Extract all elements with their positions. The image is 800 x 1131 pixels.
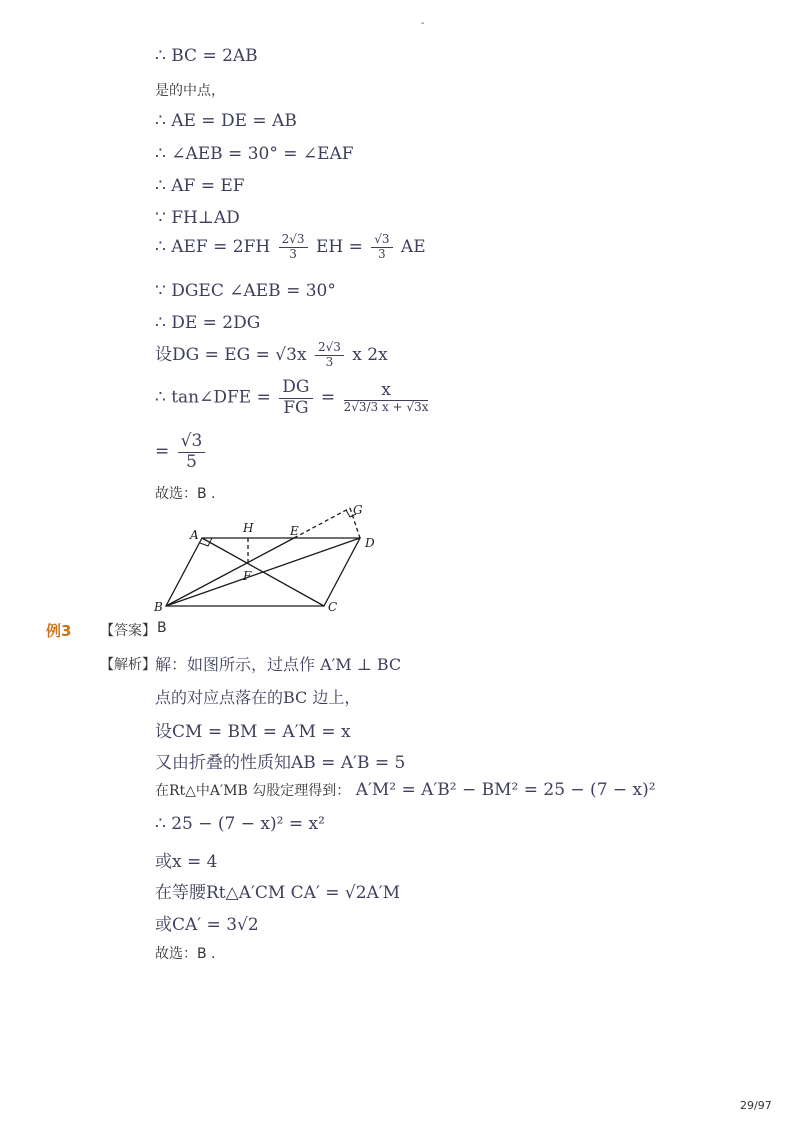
pythag-equation: A′M² = A′B² − BM² = 25 − (7 − x)² bbox=[355, 780, 656, 800]
line-bc-eq-2ab: ∴ BC = 2AB bbox=[155, 46, 258, 66]
label-b: B bbox=[154, 600, 163, 614]
fraction-denominator: 3 bbox=[378, 246, 386, 261]
line-ae-de-ab: ∴ AE = DE = AB bbox=[155, 111, 297, 131]
line-angle-aeb: ∴ ∠AEB = 30° = ∠EAF bbox=[155, 144, 354, 164]
analysis-line-6: ∴ 25 − (7 − x)² = x² bbox=[155, 814, 325, 834]
choose-b: 故选：B . bbox=[155, 486, 216, 502]
line-aef-2fh bbox=[155, 233, 426, 262]
analysis-choose-b: 故选：B . bbox=[155, 946, 216, 962]
fraction-numerator: √3 bbox=[371, 233, 392, 248]
fraction-numerator: √3 bbox=[178, 432, 206, 453]
line-let-dg bbox=[155, 340, 388, 370]
line-fh-perp-ad: ∵ FH⊥AD bbox=[155, 208, 240, 228]
tan-prefix: ∴ tan∠DFE = bbox=[155, 387, 271, 408]
ae-suffix: AE bbox=[400, 236, 426, 257]
fraction-numerator: 2√3 bbox=[315, 341, 344, 356]
analysis-line-4: 又由折叠的性质知AB = A′B = 5 bbox=[155, 753, 406, 773]
analysis-line-9: 或CA′ = 3√2 bbox=[155, 915, 259, 935]
analysis-line-8: 在等腰Rt△A′CM CA′ = √2A′M bbox=[155, 883, 401, 903]
fraction-numerator: x bbox=[344, 381, 429, 402]
fraction-x-over-sum bbox=[344, 381, 429, 415]
analysis-line-7: 或x = 4 bbox=[155, 852, 218, 872]
analysis-line-1: 解：如图所示，过点作 A′M ⊥ BC bbox=[155, 655, 402, 674]
equals-sign: = bbox=[155, 441, 170, 462]
analysis-line-3: 设CM = BM = A′M = x bbox=[155, 722, 351, 742]
line-af-ef: ∴ AF = EF bbox=[155, 176, 245, 196]
fraction-numerator: DG bbox=[279, 378, 312, 399]
line-result-sqrt3-5 bbox=[155, 432, 208, 472]
label-c: C bbox=[328, 600, 338, 614]
line-dgec-angle: ∵ DGEC ∠AEB = 30° bbox=[155, 281, 336, 301]
segment-eg bbox=[294, 508, 350, 538]
fraction-2sqrt3-3 bbox=[315, 341, 344, 370]
fraction-dg-fg bbox=[279, 378, 312, 418]
fraction-denominator: 5 bbox=[186, 451, 197, 472]
label-e: E bbox=[290, 524, 299, 538]
fraction-denominator: 3 bbox=[325, 355, 334, 369]
page-number: 29/97 bbox=[740, 1099, 772, 1112]
fraction-sqrt3-5 bbox=[178, 432, 206, 472]
line-midpoint: 是的中点， bbox=[155, 83, 225, 99]
label-g: G bbox=[353, 503, 363, 517]
label-a: A bbox=[190, 528, 199, 542]
aef-prefix: ∴ AEF = 2FH bbox=[155, 236, 271, 257]
fraction-denominator: 3 bbox=[289, 246, 297, 261]
example-3-tag: 例3 bbox=[46, 622, 72, 640]
diagonal-bd bbox=[166, 538, 360, 606]
fraction-sqrt3-3 bbox=[371, 233, 392, 262]
analysis-label: 【解析】 bbox=[100, 657, 156, 673]
fraction-denominator: 2√3/3 x + √3x bbox=[343, 400, 429, 415]
segment-be bbox=[166, 538, 294, 606]
header-mark: - bbox=[421, 18, 425, 29]
fraction-numerator: 2√3 bbox=[279, 233, 308, 248]
line-tan-dfe bbox=[155, 378, 431, 418]
let-dg-prefix: 设DG = EG = √3x bbox=[155, 345, 307, 365]
equals-sign: = bbox=[320, 387, 336, 408]
answer-label: 【答案】 bbox=[100, 623, 156, 639]
label-d: D bbox=[365, 536, 375, 550]
label-h: H bbox=[243, 521, 254, 535]
analysis-line-5 bbox=[155, 780, 656, 800]
let-dg-suffix: x 2x bbox=[352, 345, 388, 365]
fraction-denominator: FG bbox=[283, 397, 309, 418]
line-de-2dg: ∴ DE = 2DG bbox=[155, 313, 261, 333]
eh-equals: EH = bbox=[315, 236, 363, 257]
label-f: F bbox=[243, 569, 252, 583]
analysis-line-2: 点的对应点落在的BC 边上， bbox=[155, 688, 361, 707]
answer-value: B bbox=[157, 620, 167, 636]
fraction-2sqrt3-3 bbox=[279, 233, 308, 262]
parallelogram-figure bbox=[150, 500, 380, 620]
pythag-prefix: 在Rt△中A′MB 勾股定理得到： bbox=[155, 783, 351, 799]
